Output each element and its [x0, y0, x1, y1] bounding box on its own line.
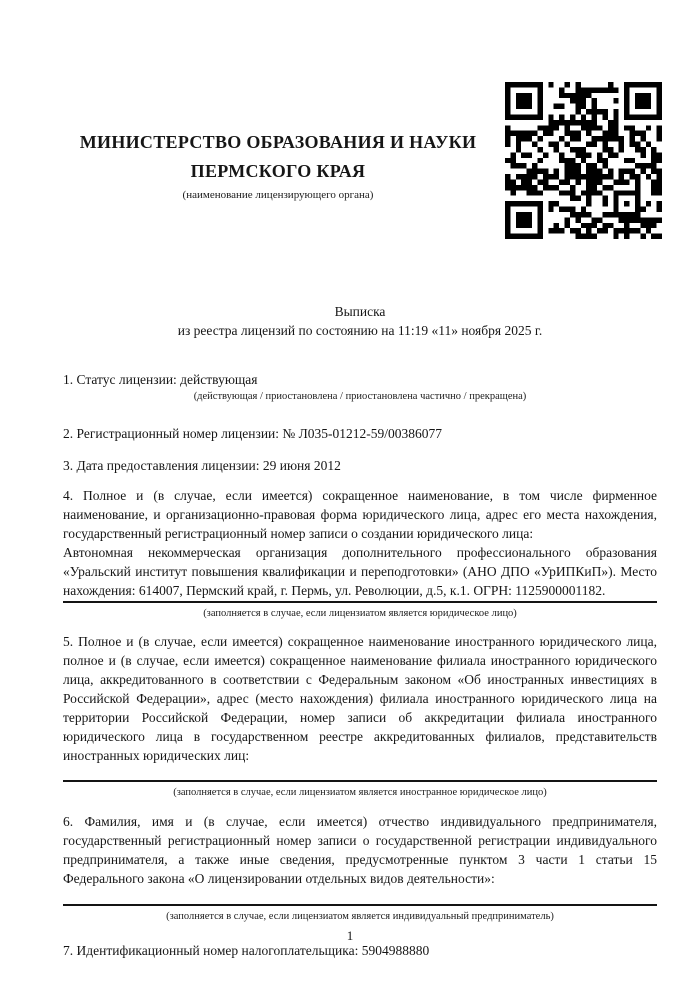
document-body	[63, 0, 657, 960]
item-license-date	[63, 456, 657, 475]
individual-entrepreneur-underline	[63, 904, 657, 906]
document-title-line2: из реестра лицензий по состоянию на 11:19 «11» ноября 2025 г.	[177, 323, 543, 338]
license-status-text: 1. Статус лицензии: действующая	[63, 372, 258, 387]
authority-name-caption: (наименование лицензирующего органа)	[182, 189, 374, 201]
authority-name-line1: МИНИСТЕРСТВО ОБРАЗОВАНИЯ И НАУКИ	[79, 132, 477, 152]
foreign-entity-label: 5. Полное и (в случае, если имеется) сокращенное наименование иностранного юридического лица, полное и (в случае, если имеется) сокращенное наименование филиала иностранного юридического лица, аккредитованного в соответствии с Федеральным законом «Об иностранных инвестициях в Российской Федерации», адрес (место нахождения) филиала иностранного юридического лица на территории Российской Федерации, номер записи об аккредитации филиала иностранного юридического лица в государственном реестре аккредитованных филиалов, представительств иностранных юридических лиц:	[63, 634, 657, 763]
item-license-status	[63, 370, 657, 404]
legal-entity-label: 4. Полное и (в случае, если имеется) сокращенное наименование, в том числе фирменное наименование, и организационно-правовая форма юридического лица, адрес его места нахождения, государственный регистрационный номер записи о создании юридического лица:	[63, 488, 657, 541]
document-title-line1: Выписка	[334, 304, 386, 319]
item-legal-entity	[63, 486, 657, 621]
item-foreign-entity	[63, 632, 657, 800]
foreign-entity-caption: (заполняется в случае, если лицензиатом является иностранное юридическое лицо)	[173, 787, 547, 798]
individual-entrepreneur-label: 6. Фамилия, имя и (в случае, если имеется) отчество индивидуального предпринимателя, государственный регистрационный номер записи о государственной регистрации индивидуального предпринимателя, а также иные сведения, предусмотренные пунктом 3 части 1 статьи 15 Федерального закона «О лицензировании отдельных видов деятельности»:	[63, 814, 657, 886]
license-date-text: 3. Дата предоставления лицензии: 29 июня 2012	[63, 458, 341, 473]
item-registration-number	[63, 424, 657, 443]
document-title	[63, 302, 657, 340]
item-individual-entrepreneur	[63, 812, 657, 924]
authority-name-line2: ПЕРМСКОГО КРАЯ	[190, 161, 366, 181]
individual-entrepreneur-caption: (заполняется в случае, если лицензиатом является индивидуальный предприниматель)	[166, 911, 554, 922]
license-status-options-caption: (действующая / приостановлена / приостановлена частично / прекращена)	[193, 391, 527, 402]
foreign-entity-underline	[63, 780, 657, 782]
taxpayer-number-text: 7. Идентификационный номер налогоплательщика: 5904988880	[63, 943, 430, 958]
page-number: 1	[346, 928, 354, 943]
legal-entity-caption: (заполняется в случае, если лицензиатом является юридическое лицо)	[203, 608, 517, 619]
legal-entity-underline	[63, 601, 657, 603]
legal-entity-value: Автономная некоммерческая организация дополнительного профессионального образования «Уральский институт повышения квалификации и переподготовки» (АНО ДПО «УрИПКиП»). Место нахождения: 614007, Пермский край, г. Пермь, ул. Революции, д.5, к.1. ОГРН: 1125900001182.	[63, 545, 657, 598]
registration-number-text: 2. Регистрационный номер лицензии: № Л035-01212-59/00386077	[63, 426, 443, 441]
